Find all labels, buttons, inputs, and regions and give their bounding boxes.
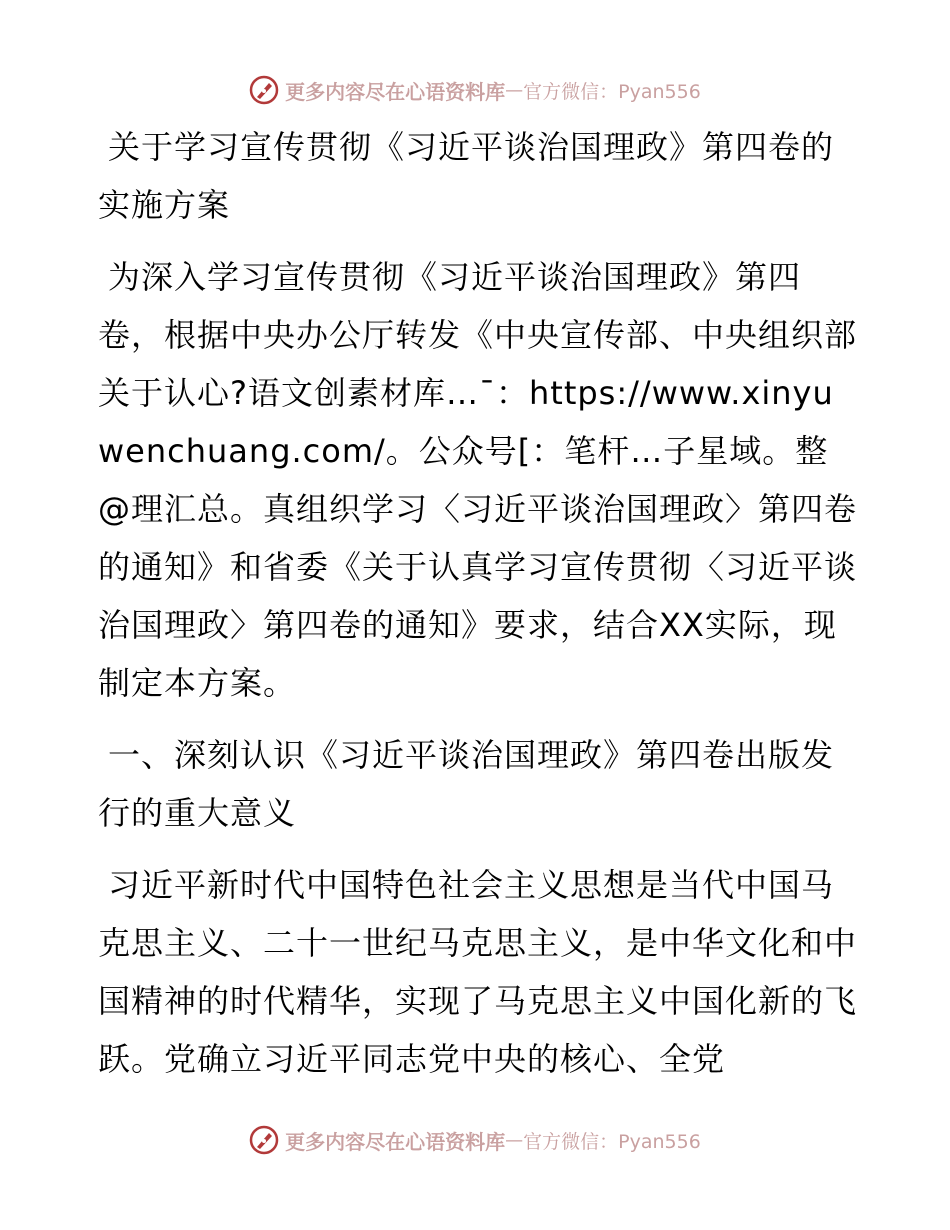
section-1-paragraph: 习近平新时代中国特色社会主义思想是当代中国马克思主义、二十一世纪马克思主义，是中华文化和中国精神的时代精华，实现了马克思主义中国化新的飞跃。党确立习近平同志党中央的核心、全党 — [98, 866, 858, 1078]
footer-banner-separator: — — [505, 1129, 524, 1151]
header-banner — [0, 70, 950, 110]
document-body — [98, 118, 858, 1088]
header-banner-contact: 官方微信：Pyan556 — [523, 80, 701, 103]
pen-nib-logo-icon — [249, 75, 279, 105]
header-banner-main-text: 更多内容尽在心语资料库 — [285, 79, 506, 104]
footer-banner — [0, 1120, 950, 1160]
document-title: 关于学习宣传贯彻《习近平谈治国理政》第四卷的实施方案 — [98, 128, 835, 224]
header-banner-separator: — — [505, 79, 524, 101]
footer-banner-main-text: 更多内容尽在心语资料库 — [285, 1129, 506, 1154]
footer-banner-contact: 官方微信：Pyan556 — [523, 1130, 701, 1153]
intro-paragraph: 为深入学习宣传贯彻《习近平谈治国理政》第四卷，根据中央办公厅转发《中央宣传部、中央组织部关于认心?语文创素材库…¯：https://www.xinyuwenchuang.com/。公众号[：笔杆…子星域。整@理汇总。真组织学习〈习近平谈治国理政〉第四卷的通知》和省委《关于认真学习宣传贯彻〈习近平谈治国理政〉第四卷的通知》要求，结合XX实际，现制定本方案。 — [98, 258, 858, 702]
pen-nib-logo-icon — [249, 1125, 279, 1155]
section-1-heading: 一、深刻认识《习近平谈治国理政》第四卷出版发行的重大意义 — [98, 736, 835, 832]
